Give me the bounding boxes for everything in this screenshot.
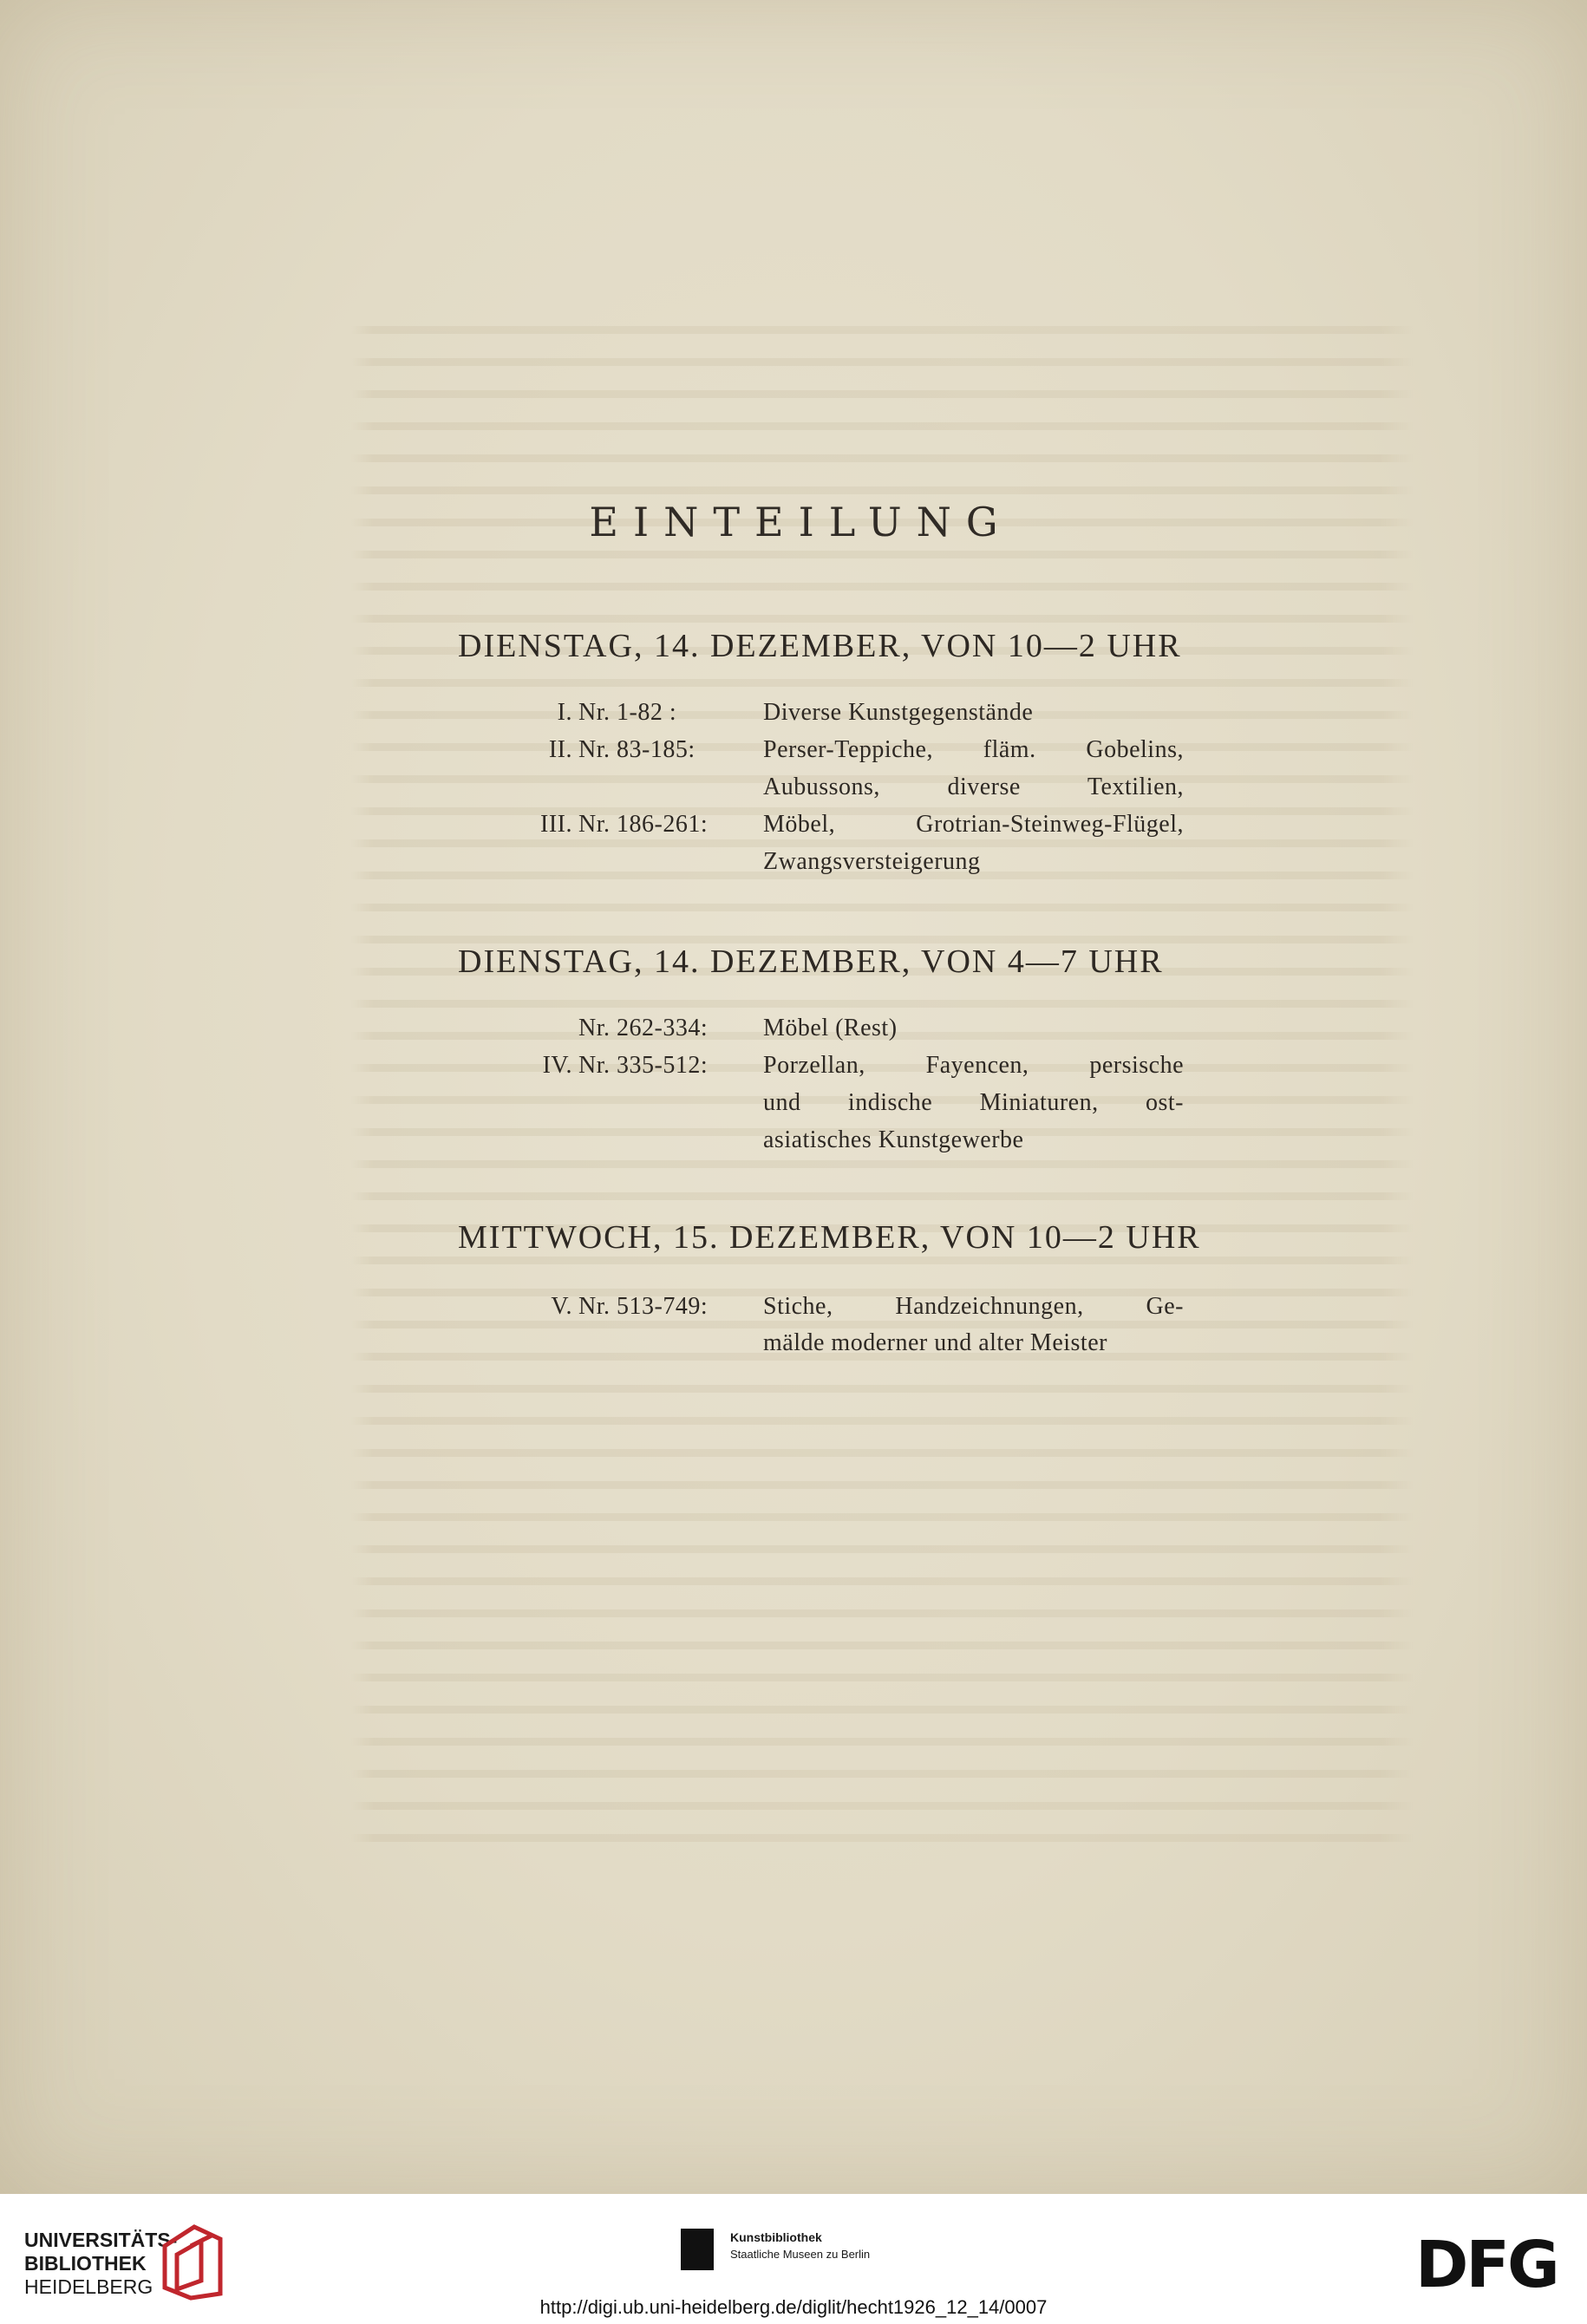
schedule-row-continuation — [0, 1089, 1587, 1124]
roman-numeral: IV. — [542, 1052, 572, 1079]
schedule-row — [0, 1052, 1587, 1087]
lot-description: Aubussons, diverse Textilien, — [763, 774, 1184, 800]
kunstbibliothek-subtitle: Staatliche Museen zu Berlin — [730, 2248, 871, 2261]
bleed-through-heading — [434, 206, 466, 255]
roman-numeral: II. — [548, 736, 572, 763]
dfg-logo[interactable]: DFG — [1415, 2228, 1558, 2302]
lot-range: Nr. 186-261: — [578, 811, 709, 838]
lot-description: und indische Miniaturen, ost- — [763, 1089, 1184, 1116]
roman-numeral: I. — [557, 699, 572, 726]
lot-description: Stiche, Handzeichnungen, Ge- — [763, 1293, 1184, 1320]
schedule-row — [0, 1015, 1587, 1049]
roman-numeral: V. — [551, 1293, 572, 1320]
lot-description: asiatisches Kunstgewerbe — [763, 1126, 1024, 1153]
lot-range: Nr. 513-749: — [578, 1293, 709, 1320]
roman-numeral: III. — [540, 811, 572, 838]
lot-description: mälde moderner und alter Meister — [763, 1329, 1107, 1356]
schedule-row-continuation — [0, 848, 1587, 883]
ub-logo-line: UNIVERSITÄTS- — [24, 2229, 178, 2251]
schedule-row-continuation — [0, 1329, 1587, 1364]
ub-heidelberg-logo[interactable] — [24, 2229, 177, 2299]
lot-description: Zwangsversteigerung — [763, 848, 981, 875]
lot-description: Möbel (Rest) — [763, 1015, 898, 1041]
lot-description: Möbel, Grotrian-Steinweg-Flügel, — [763, 811, 1184, 838]
lot-range: Nr. 1-82 : — [578, 699, 677, 726]
lot-description: Porzellan, Fayencen, persische — [763, 1052, 1184, 1079]
ub-logo-line: HEIDELBERG — [24, 2275, 153, 2298]
lot-range: Nr. 262-334: — [578, 1015, 709, 1041]
lot-range: Nr. 83-185: — [578, 736, 696, 763]
kunstbibliothek-emblem-icon — [681, 2229, 714, 2270]
page-title: EINTEILUNG — [589, 499, 1013, 545]
session-heading-1: DIENSTAG, 14. DEZEMBER, VON 10—2 UHR — [458, 628, 1182, 664]
schedule-row-continuation — [0, 1126, 1587, 1161]
permalink-link[interactable]: http://digi.ub.uni-heidelberg.de/diglit/hecht1926_12_14/0007 — [539, 2296, 1048, 2318]
lot-description: Perser-Teppiche, fläm. Gobelins, — [763, 736, 1184, 763]
kunstbibliothek-name: Kunstbibliothek — [730, 2230, 822, 2244]
session-heading-2: DIENSTAG, 14. DEZEMBER, VON 4—7 UHR — [458, 943, 1164, 980]
schedule-row-continuation — [0, 774, 1587, 808]
lot-range: Nr. 335-512: — [578, 1052, 709, 1079]
ub-heidelberg-emblem-icon — [158, 2220, 227, 2302]
schedule-row — [0, 736, 1587, 771]
ub-logo-line: BIBLIOTHEK — [24, 2252, 147, 2275]
schedule-row — [0, 1293, 1587, 1328]
viewer-footer — [0, 2194, 1587, 2324]
session-heading-3: MITTWOCH, 15. DEZEMBER, VON 10—2 UHR — [458, 1219, 1201, 1256]
schedule-row — [0, 811, 1587, 845]
permalink — [0, 2296, 1587, 2319]
schedule-row — [0, 699, 1587, 734]
lot-description: Diverse Kunstgegenstände — [763, 699, 1034, 726]
